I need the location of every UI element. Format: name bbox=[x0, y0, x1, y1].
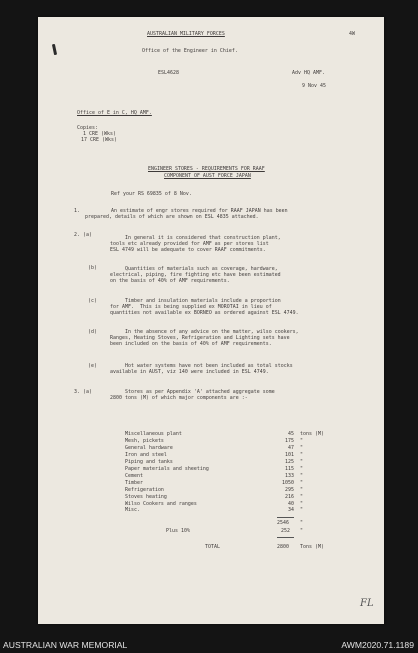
subject-line: ENGINEER STORES - REQUIREMENTS FOR RAAF bbox=[148, 166, 265, 172]
component-qty: 34 bbox=[288, 507, 294, 514]
component-qty: 175 bbox=[285, 437, 294, 444]
reference-line: Ref your RS 69835 of 8 Nov. bbox=[111, 191, 192, 197]
component-qty: 216 bbox=[285, 493, 294, 500]
footer-accession-number: AWM2020.71.1189 bbox=[341, 640, 414, 650]
plus-qty: 252 bbox=[281, 528, 290, 534]
component-item: Paper materials and sheeting bbox=[125, 465, 209, 472]
component-unit: " bbox=[300, 479, 303, 486]
component-qty: 125 bbox=[285, 458, 294, 465]
paragraph-line: Stores as per Appendix 'A' attached aggregate some bbox=[125, 389, 275, 395]
paragraph-number: (b) bbox=[88, 265, 97, 271]
footer-institution: AUSTRALIAN WAR MEMORIAL bbox=[3, 640, 128, 650]
component-unit: tons (M) bbox=[300, 431, 324, 437]
component-unit: " bbox=[300, 451, 303, 458]
component-unit: " bbox=[300, 500, 303, 507]
plus-label: Plus 10% bbox=[166, 528, 190, 534]
component-unit: " bbox=[300, 444, 303, 451]
paragraph-line: available in AUST, viz 140 were included in ESL 4749. bbox=[110, 369, 269, 375]
component-item: Piping and tanks bbox=[125, 458, 173, 465]
component-item: Mesh, pickets bbox=[125, 437, 164, 444]
archive-footer bbox=[0, 638, 418, 653]
component-unit: " bbox=[300, 486, 303, 493]
document-reference: ESL4628 bbox=[158, 70, 179, 76]
pen-mark bbox=[52, 44, 57, 55]
paragraph-line: on the basis of 40% of AMF requirements. bbox=[110, 278, 230, 284]
component-qty: 45 bbox=[288, 431, 294, 437]
component-unit: " bbox=[300, 437, 303, 444]
document-date: 9 Nov 45 bbox=[302, 83, 326, 89]
paragraph-number: 2. (a) bbox=[74, 232, 92, 238]
component-qty: 133 bbox=[285, 472, 294, 479]
total-qty: 2800 bbox=[277, 544, 289, 550]
paragraph-line: quantities not available ex BORNEO as ordered against ESL 4749. bbox=[110, 310, 299, 316]
sum-rule bbox=[277, 537, 294, 538]
paragraph-line: Ranges, Heating Stoves, Refrigeration and Lighting sets have bbox=[110, 335, 290, 341]
paragraph-line: An estimate of engr stores required for RAAF JAPAN has been bbox=[111, 208, 288, 214]
component-item: General hardware bbox=[125, 444, 173, 451]
paragraph-line: Quantities of materials such as coverage, hardware, bbox=[125, 266, 278, 272]
paragraph-line: Hot water systems have not been included as total stocks bbox=[125, 363, 293, 369]
total-label: TOTAL bbox=[205, 544, 220, 550]
subtotal-unit: " bbox=[300, 520, 303, 526]
paragraph-line: electrical, piping, fire fighting etc have been estimated bbox=[110, 272, 281, 278]
component-unit: " bbox=[300, 465, 303, 472]
paragraph-line: 2800 tons (M) of which major components are :- bbox=[110, 395, 248, 401]
paragraph-line: ESL 4749 will be adequate to cover RAAF commitments. bbox=[110, 247, 266, 253]
paragraph-line: for AMF. This is being supplied ex MOROTAI in lieu of bbox=[110, 304, 272, 310]
component-unit: " bbox=[300, 472, 303, 479]
paragraph-line: prepared, details of which are shown on ESL 4835 attached. bbox=[85, 214, 259, 220]
component-item: Iron and steel bbox=[125, 451, 167, 458]
component-item: Refrigeration bbox=[125, 486, 164, 493]
component-unit: " bbox=[300, 493, 303, 500]
paragraph-line: been included on the basis of 40% of AMF requirements. bbox=[110, 341, 272, 347]
address: Adv HQ AMF. bbox=[292, 70, 325, 76]
component-unit: " bbox=[300, 507, 303, 514]
paragraph-line: tools etc already provided for AMF as per stores list bbox=[110, 241, 269, 247]
paragraph-number: 1. bbox=[74, 208, 80, 214]
component-item: Stoves heating bbox=[125, 493, 167, 500]
copy-line: 1 CRE (Wks) bbox=[83, 131, 116, 137]
paragraph-line: Timber and insulation materials include a proportion bbox=[125, 298, 281, 304]
office-heading: Office of the Engineer in Chief. bbox=[142, 48, 238, 54]
component-unit: " bbox=[300, 458, 303, 465]
paragraph-number: (c) bbox=[88, 298, 97, 304]
component-item: Timber bbox=[125, 479, 143, 486]
component-item: Miscellaneous plant bbox=[125, 431, 182, 437]
paragraph-line: In the absence of any advice on the matter, wilso cookers, bbox=[125, 329, 299, 335]
sum-rule bbox=[277, 517, 294, 518]
subtotal-qty: 2546 bbox=[277, 520, 289, 526]
form-number: 4W bbox=[349, 31, 355, 37]
copy-line: 17 CRE (Wks) bbox=[81, 137, 117, 143]
component-qty: 295 bbox=[285, 486, 294, 493]
copies-label: Copies: bbox=[77, 125, 98, 131]
component-qty: 115 bbox=[285, 465, 294, 472]
paragraph-line: In general it is considered that construction plant, bbox=[125, 235, 281, 241]
component-item: Wilso Cookers and ranges bbox=[125, 500, 197, 507]
paragraph-number: 3. (a) bbox=[74, 389, 92, 395]
organisation-heading: AUSTRALIAN MILITARY FORCES bbox=[147, 31, 225, 37]
recipient: Office of E in C, HQ AMF. bbox=[77, 110, 152, 116]
component-item: Misc. bbox=[125, 507, 140, 514]
plus-unit: " bbox=[300, 528, 303, 534]
total-unit: Tons (M) bbox=[300, 544, 324, 550]
subject-line: COMPONENT OF AUST FORCE JAPAN bbox=[164, 173, 251, 179]
component-qty: 40 bbox=[288, 500, 294, 507]
component-qty: 1050 bbox=[282, 479, 294, 486]
paragraph-number: (d) bbox=[88, 329, 97, 335]
component-qty: 47 bbox=[288, 444, 294, 451]
handwritten-initials: FL bbox=[360, 598, 374, 609]
component-qty: 101 bbox=[285, 451, 294, 458]
component-item: Cement bbox=[125, 472, 143, 479]
paragraph-number: (e) bbox=[88, 363, 97, 369]
document-page bbox=[38, 17, 384, 624]
